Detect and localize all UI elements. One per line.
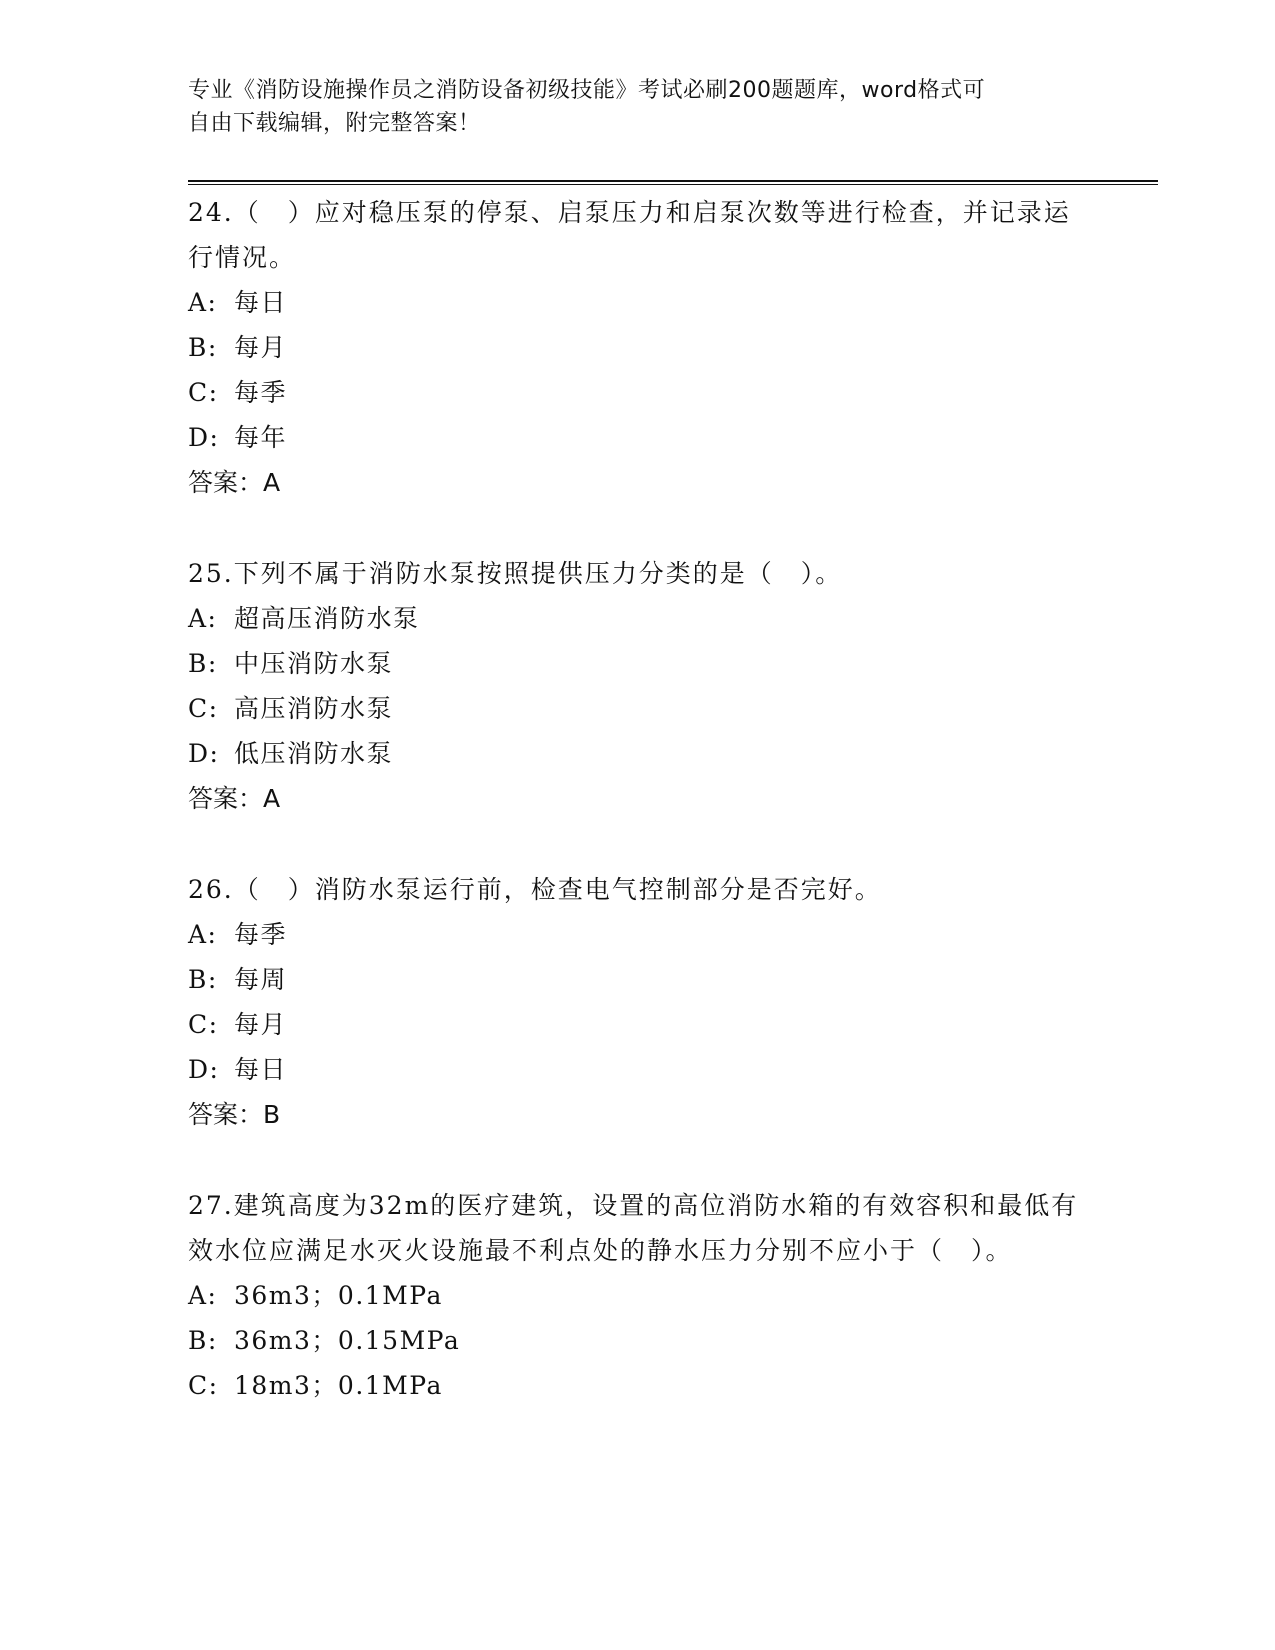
option-text: 每日 xyxy=(234,288,288,317)
option-text: 36m3；0.15MPa xyxy=(234,1326,461,1355)
option-text: 36m3；0.1MPa xyxy=(234,1281,443,1310)
option-c xyxy=(188,370,1088,415)
option-letter: C: xyxy=(188,1371,219,1400)
option-letter: C: xyxy=(188,378,219,407)
question-text: 26.（ ）消防水泵运行前，检查电气控制部分是否完好。 xyxy=(188,875,882,904)
question-25 xyxy=(188,551,1088,821)
option-d xyxy=(188,1047,1088,1092)
option-letter: D: xyxy=(188,1055,220,1084)
question-24 xyxy=(188,190,1088,505)
option-a xyxy=(188,912,1088,957)
header-divider-thick xyxy=(188,180,1158,182)
option-letter: B: xyxy=(188,333,218,362)
header-line-1: 专业《消防设施操作员之消防设备初级技能》考试必刷200题题库，word格式可 xyxy=(188,78,986,103)
option-text: 每周 xyxy=(234,965,288,994)
header-line-2: 自由下载编辑，附完整答案！ xyxy=(188,111,481,136)
option-text: 每季 xyxy=(234,378,288,407)
option-d xyxy=(188,731,1088,776)
option-letter: A: xyxy=(188,288,218,317)
option-a xyxy=(188,1273,1088,1318)
option-text: 超高压消防水泵 xyxy=(234,604,420,633)
option-text: 中压消防水泵 xyxy=(234,649,394,678)
option-letter: D: xyxy=(188,423,220,452)
answer-line: 答案：A xyxy=(188,784,281,813)
option-letter: B: xyxy=(188,965,218,994)
option-c xyxy=(188,1363,1088,1408)
option-c xyxy=(188,686,1088,731)
option-text: 每日 xyxy=(234,1055,288,1084)
option-letter: B: xyxy=(188,649,218,678)
spacer xyxy=(188,505,1088,551)
option-text: 低压消防水泵 xyxy=(234,739,394,768)
option-b xyxy=(188,957,1088,1002)
option-text: 18m3；0.1MPa xyxy=(234,1371,443,1400)
question-list xyxy=(188,190,1088,1408)
option-b xyxy=(188,325,1088,370)
option-text: 每月 xyxy=(234,333,288,362)
option-d xyxy=(188,415,1088,460)
question-text: 27.建筑高度为32m的医疗建筑，设置的高位消防水箱的有效容积和最低有效水位应满足水灭火设施最不利点处的静水压力分别不应小于（ ）。 xyxy=(188,1191,1079,1265)
option-a xyxy=(188,596,1088,641)
answer-line: 答案：B xyxy=(188,1100,281,1129)
document-header xyxy=(188,74,1088,140)
option-text: 每季 xyxy=(234,920,288,949)
option-letter: C: xyxy=(188,1010,219,1039)
spacer xyxy=(188,1137,1088,1183)
option-letter: A: xyxy=(188,920,218,949)
spacer xyxy=(188,821,1088,867)
option-text: 每年 xyxy=(234,423,288,452)
option-letter: A: xyxy=(188,1281,218,1310)
header-divider-thin xyxy=(188,184,1158,185)
option-b xyxy=(188,1318,1088,1363)
option-letter: B: xyxy=(188,1326,218,1355)
option-c xyxy=(188,1002,1088,1047)
question-27 xyxy=(188,1183,1088,1408)
option-letter: D: xyxy=(188,739,220,768)
question-text: 24.（ ）应对稳压泵的停泵、启泵压力和启泵次数等进行检查，并记录运行情况。 xyxy=(188,198,1071,272)
option-letter: A: xyxy=(188,604,218,633)
answer-line: 答案：A xyxy=(188,468,281,497)
question-26 xyxy=(188,867,1088,1137)
option-letter: C: xyxy=(188,694,219,723)
option-b xyxy=(188,641,1088,686)
option-text: 高压消防水泵 xyxy=(234,694,394,723)
option-text: 每月 xyxy=(234,1010,288,1039)
question-text: 25.下列不属于消防水泵按照提供压力分类的是（ ）。 xyxy=(188,559,843,588)
option-a xyxy=(188,280,1088,325)
